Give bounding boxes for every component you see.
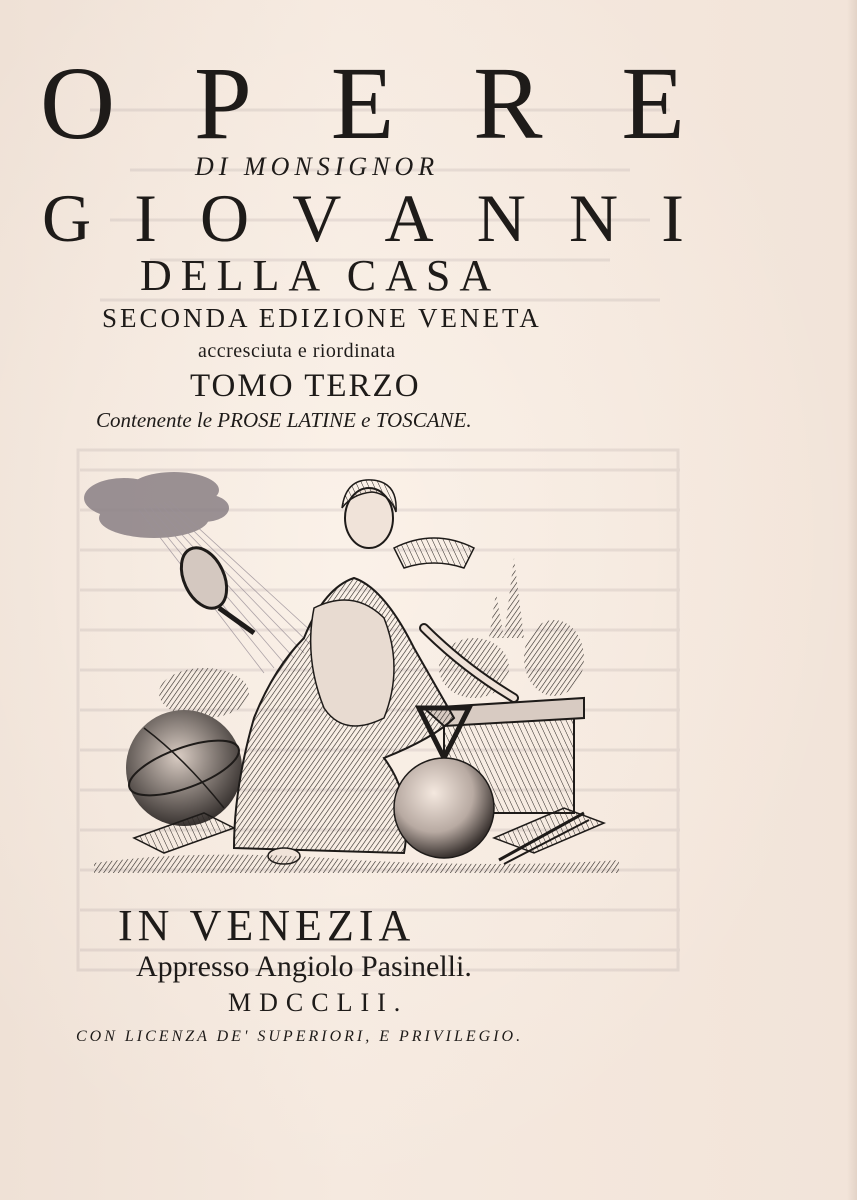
author-first-name bbox=[42, 180, 684, 256]
allegorical-engraving bbox=[84, 468, 624, 878]
imprint-year: MDCCLII. bbox=[228, 988, 409, 1017]
sphere bbox=[394, 758, 494, 858]
author-letter: I bbox=[134, 180, 157, 256]
hand-mirror bbox=[172, 541, 254, 633]
author-letter: G bbox=[42, 180, 92, 256]
globe bbox=[126, 710, 242, 826]
imprint-printer: Appresso Angiolo Pasinelli. bbox=[136, 950, 472, 983]
contents-line: Contenente le PROSE LATINE e TOSCANE. bbox=[96, 408, 472, 432]
title-letter: P bbox=[194, 46, 252, 161]
author-letter: N bbox=[476, 180, 526, 256]
cloud bbox=[84, 472, 229, 538]
bushes bbox=[159, 668, 249, 718]
main-title bbox=[40, 46, 685, 161]
imprint-place: IN VENEZIA bbox=[118, 901, 416, 950]
author-letter: I bbox=[661, 180, 684, 256]
title-letter: O bbox=[40, 46, 116, 161]
title-letter: E bbox=[330, 46, 395, 161]
author-last-name: DELLA CASA bbox=[140, 251, 501, 300]
author-letter: V bbox=[292, 180, 342, 256]
trees bbox=[439, 558, 584, 698]
author-letter: O bbox=[200, 180, 250, 256]
author-letter: A bbox=[384, 180, 434, 256]
volume-line: TOMO TERZO bbox=[190, 368, 421, 404]
author-prefix: DI MONSIGNOR bbox=[195, 152, 440, 181]
author-letter: N bbox=[569, 180, 619, 256]
edition-note: accresciuta e riordinata bbox=[198, 340, 396, 362]
title-letter: E bbox=[621, 46, 685, 161]
license-line: CON LICENZA DE' SUPERIORI, E PRIVILEGIO. bbox=[76, 1028, 524, 1045]
edition-line: SECONDA EDIZIONE VENETA bbox=[102, 303, 542, 333]
ground bbox=[94, 855, 619, 873]
title-letter: R bbox=[473, 46, 543, 161]
